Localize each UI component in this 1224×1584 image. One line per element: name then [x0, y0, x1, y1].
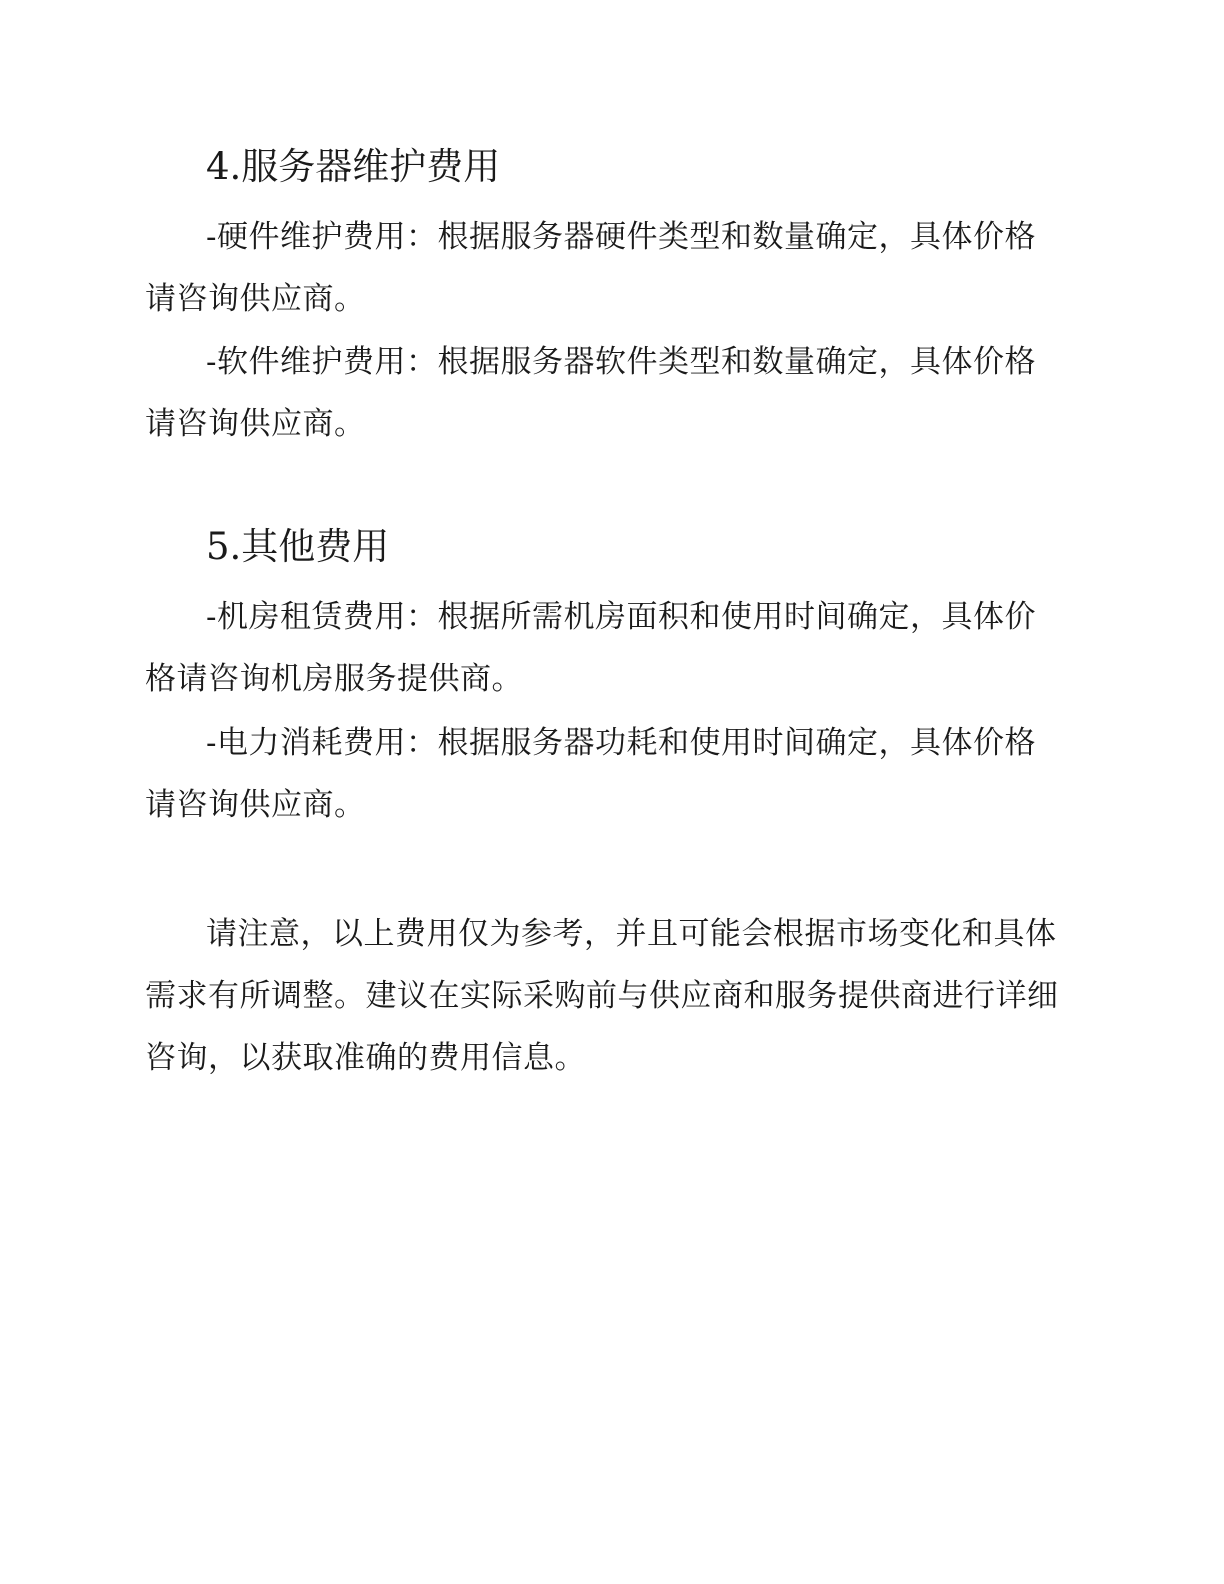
paragraph-power-consumption	[145, 712, 1080, 836]
paragraph-line: 请咨询供应商。	[145, 406, 366, 442]
section-heading-other-fees: 5.其他费用	[206, 525, 390, 568]
paragraph-line: 请咨询供应商。	[145, 281, 366, 317]
paragraph-line: 格请咨询机房服务提供商。	[145, 661, 523, 697]
paragraph-line: 请注意，以上费用仅为参考，并且可能会根据市场变化和具体	[206, 916, 1057, 952]
section-heading-server-maintenance: 4.服务器维护费用	[206, 145, 501, 188]
paragraph-hardware-maintenance	[145, 206, 1080, 330]
paragraph-line: 咨询，以获取准确的费用信息。	[145, 1040, 586, 1076]
paragraph-line: -软件维护费用：根据服务器软件类型和数量确定，具体价格	[206, 344, 1036, 380]
paragraph-line: -机房租赁费用：根据所需机房面积和使用时间确定，具体价	[206, 599, 1036, 635]
paragraph-software-maintenance	[145, 331, 1080, 455]
paragraph-line: 需求有所调整。建议在实际采购前与供应商和服务提供商进行详细	[145, 978, 1059, 1014]
paragraph-line: 请咨询供应商。	[145, 787, 366, 823]
paragraph-line: -电力消耗费用：根据服务器功耗和使用时间确定，具体价格	[206, 725, 1036, 761]
paragraph-room-rental	[145, 586, 1080, 710]
paragraph-line: -硬件维护费用：根据服务器硬件类型和数量确定，具体价格	[206, 219, 1036, 255]
paragraph-closing-note	[145, 903, 1080, 1089]
